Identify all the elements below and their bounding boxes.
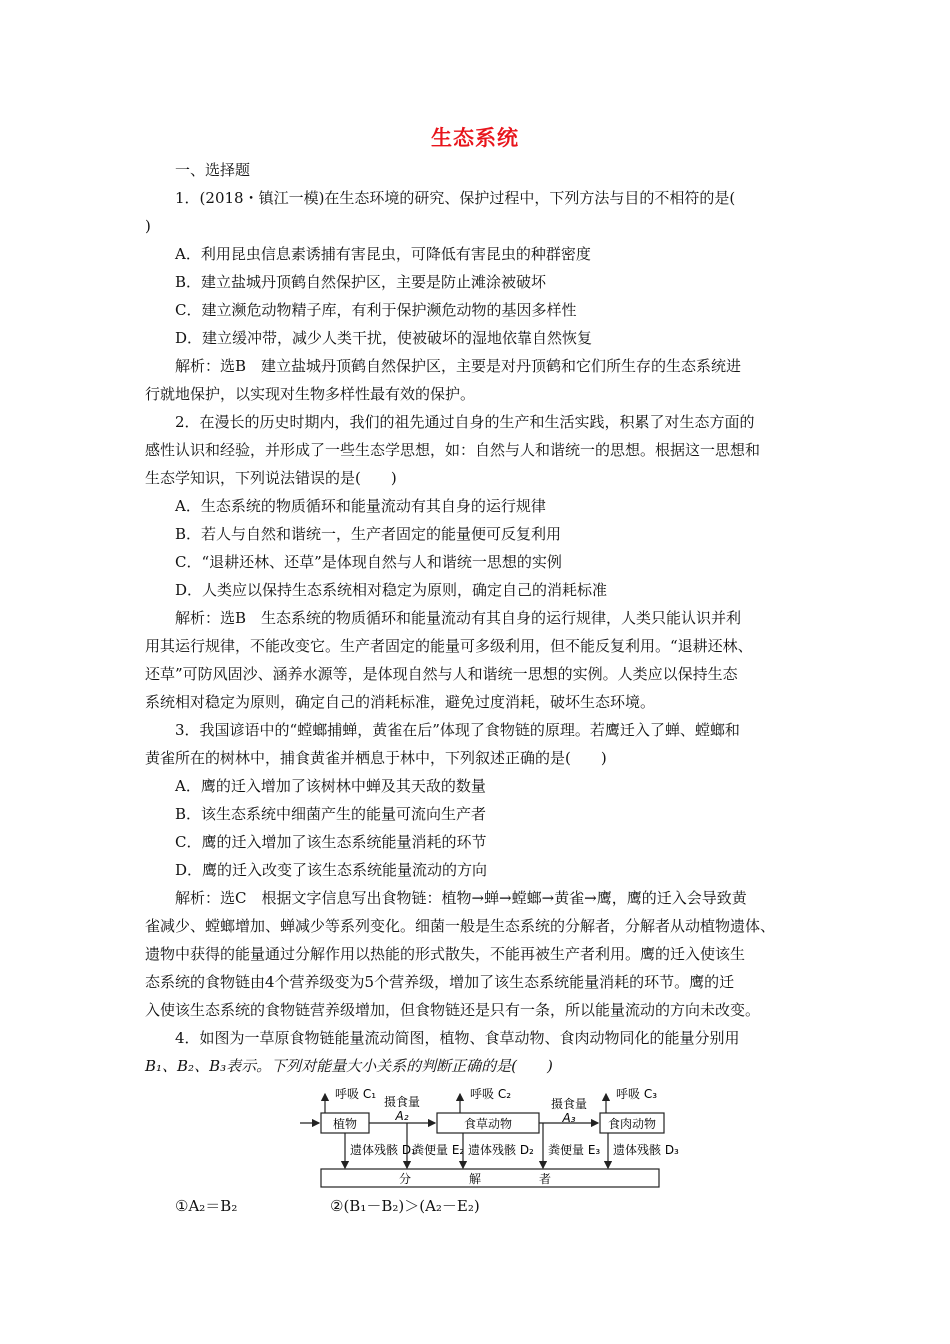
q3-stem-line: 黄雀所在的树林中，捕食黄雀并栖息于林中，下列叙述正确的是( ) <box>145 749 607 767</box>
node-carnivore: 食肉动物 <box>607 1117 657 1131</box>
q2-analysis-line: 系统相对稳定为原则，确定自己的消耗标准，避免过度消耗，破坏生态环境。 <box>145 693 656 711</box>
q2-option-b: B．若人与自然和谐统一，生产者固定的能量便可反复利用 <box>175 525 562 543</box>
feces-label-2: 粪便量 E₃ <box>548 1143 601 1157</box>
q2-stem-line: 生态学知识，下列说法错误的是( ) <box>145 469 397 487</box>
q4-choice-2: ②(B₁－B₂)＞(A₂－E₂) <box>330 1197 480 1215</box>
q2-option-c: C．“退耕还林、还草”是体现自然与人和谐统一思想的实例 <box>175 553 562 571</box>
q3-option-a: A．鹰的迁入增加了该树林中蝉及其天敌的数量 <box>175 777 486 795</box>
q3-option-c: C．鹰的迁入增加了该生态系统能量消耗的环节 <box>175 833 487 851</box>
q1-analysis-line: 解析：选B 建立盐城丹顶鹤自然保护区，主要是对丹顶鹤和它们所生存的生态系统进 <box>175 357 742 375</box>
content <box>145 156 810 1222</box>
intake-symbol-2: A₃ <box>562 1111 576 1125</box>
q2-stem-line: 2．在漫长的历史时期内，我们的祖先通过自身的生产和生活实践，积累了对生态方面的 <box>175 413 755 431</box>
decomposer-char-3: 者 <box>538 1172 552 1186</box>
q1-stem-end: ) <box>145 217 151 235</box>
q1-option-c: C．建立濒危动物精子库，有利于保护濒危动物的基因多样性 <box>175 301 577 319</box>
q3-option-b: B．该生态系统中细菌产生的能量可流向生产者 <box>175 805 487 823</box>
feces-label-1: 粪便量 E₂ <box>412 1143 465 1157</box>
resp-label-3: 呼吸 C₃ <box>616 1087 658 1101</box>
q4-stem-line: B₁、B₂、B₃表示。下列对能量大小关系的判断正确的是( ) <box>145 1057 553 1075</box>
page-title: 生态系统 <box>431 125 519 150</box>
q2-analysis-line: 还草”可防风固沙、涵养水源等，是体现自然与人和谐统一思想的实例。人类应以保持生态 <box>145 665 738 683</box>
decomposer-box <box>321 1169 659 1187</box>
q3-option-d: D．鹰的迁入改变了该生态系统能量流动的方向 <box>175 861 488 879</box>
q1-stem: 1．(2018・镇江一模)在生态环境的研究、保护过程中，下列方法与目的不相符的是( <box>175 189 736 207</box>
q1-option-a: A．利用昆虫信息素诱捕有害昆虫，可降低有害昆虫的种群密度 <box>175 245 591 263</box>
q2-analysis-line: 解析：选B 生态系统的物质循环和能量流动有其自身的运行规律，人类只能认识并利 <box>175 609 742 627</box>
remains-label-2: 遗体残骸 D₂ <box>468 1143 534 1157</box>
energy-flow-diagram <box>145 1086 810 1190</box>
q1-option-b: B．建立盐城丹顶鹤自然保护区，主要是防止滩涂被破坏 <box>175 273 547 291</box>
intake-symbol-1: A₂ <box>395 1109 409 1123</box>
node-plant: 植物 <box>332 1117 358 1131</box>
q1-analysis-line: 行就地保护，以实现对生物多样性最有效的保护。 <box>145 385 476 403</box>
q3-analysis-line: 态系统的食物链由4个营养级变为5个营养级，增加了该生态系统能量消耗的环节。鹰的迁 <box>145 973 735 991</box>
q2-option-d: D．人类应以保持生态系统相对稳定为原则，确定自己的消耗标准 <box>175 581 608 599</box>
q1-option-d: D．建立缓冲带，减少人类干扰，使被破坏的湿地依靠自然恢复 <box>175 329 593 347</box>
remains-label-3: 遗体残骸 D₃ <box>613 1143 679 1157</box>
q4-choices <box>145 1192 810 1222</box>
section-heading: 一、选择题 <box>175 161 251 179</box>
q3-analysis-line: 入使该生态系统的食物链营养级增加，但食物链还是只有一条，所以能量流动的方向未改变。 <box>145 1001 761 1019</box>
q2-option-a: A．生态系统的物质循环和能量流动有其自身的运行规律 <box>175 497 546 515</box>
q2-stem-line: 感性认识和经验，并形成了一些生态学思想，如：自然与人和谐统一的思想。根据这一思想和 <box>145 441 761 459</box>
q2-analysis-line: 用其运行规律，不能改变它。生产者固定的能量可多级利用，但不能反复利用。“退耕还林、 <box>145 637 753 655</box>
q4-choice-1: ①A₂＝B₂ <box>175 1197 238 1215</box>
resp-label-1: 呼吸 C₁ <box>335 1087 377 1101</box>
q3-analysis-line: 解析：选C 根据文字信息写出食物链：植物→蝉→螳螂→黄雀→鹰，鹰的迁入会导致黄 <box>175 889 747 907</box>
intake-label-1: 摄食量 <box>383 1095 421 1109</box>
q3-analysis-line: 雀减少、螳螂增加、蝉减少等系列变化。细菌一般是生态系统的分解者，分解者从动植物遗体、 <box>145 917 776 935</box>
decomposer-char-2: 解 <box>468 1172 482 1186</box>
energy-flow-svg <box>145 1086 810 1190</box>
node-herbivore: 食草动物 <box>463 1117 513 1131</box>
remains-label-1: 遗体残骸 D₁ <box>350 1143 416 1157</box>
q3-stem-line: 3．我国谚语中的“螳螂捕蝉，黄雀在后”体现了食物链的原理。若鹰迁入了蝉、螳螂和 <box>175 721 740 739</box>
q4-stem-line: 4．如图为一草原食物链能量流动简图，植物、食草动物、食肉动物同化的能量分别用 <box>175 1029 740 1047</box>
intake-label-2: 摄食量 <box>550 1097 588 1111</box>
decomposer-char-1: 分 <box>398 1172 412 1186</box>
q3-analysis-line: 遗物中获得的能量通过分解作用以热能的形式散失，不能再被生产者利用。鹰的迁入使该生 <box>145 945 746 963</box>
resp-label-2: 呼吸 C₂ <box>470 1087 512 1101</box>
